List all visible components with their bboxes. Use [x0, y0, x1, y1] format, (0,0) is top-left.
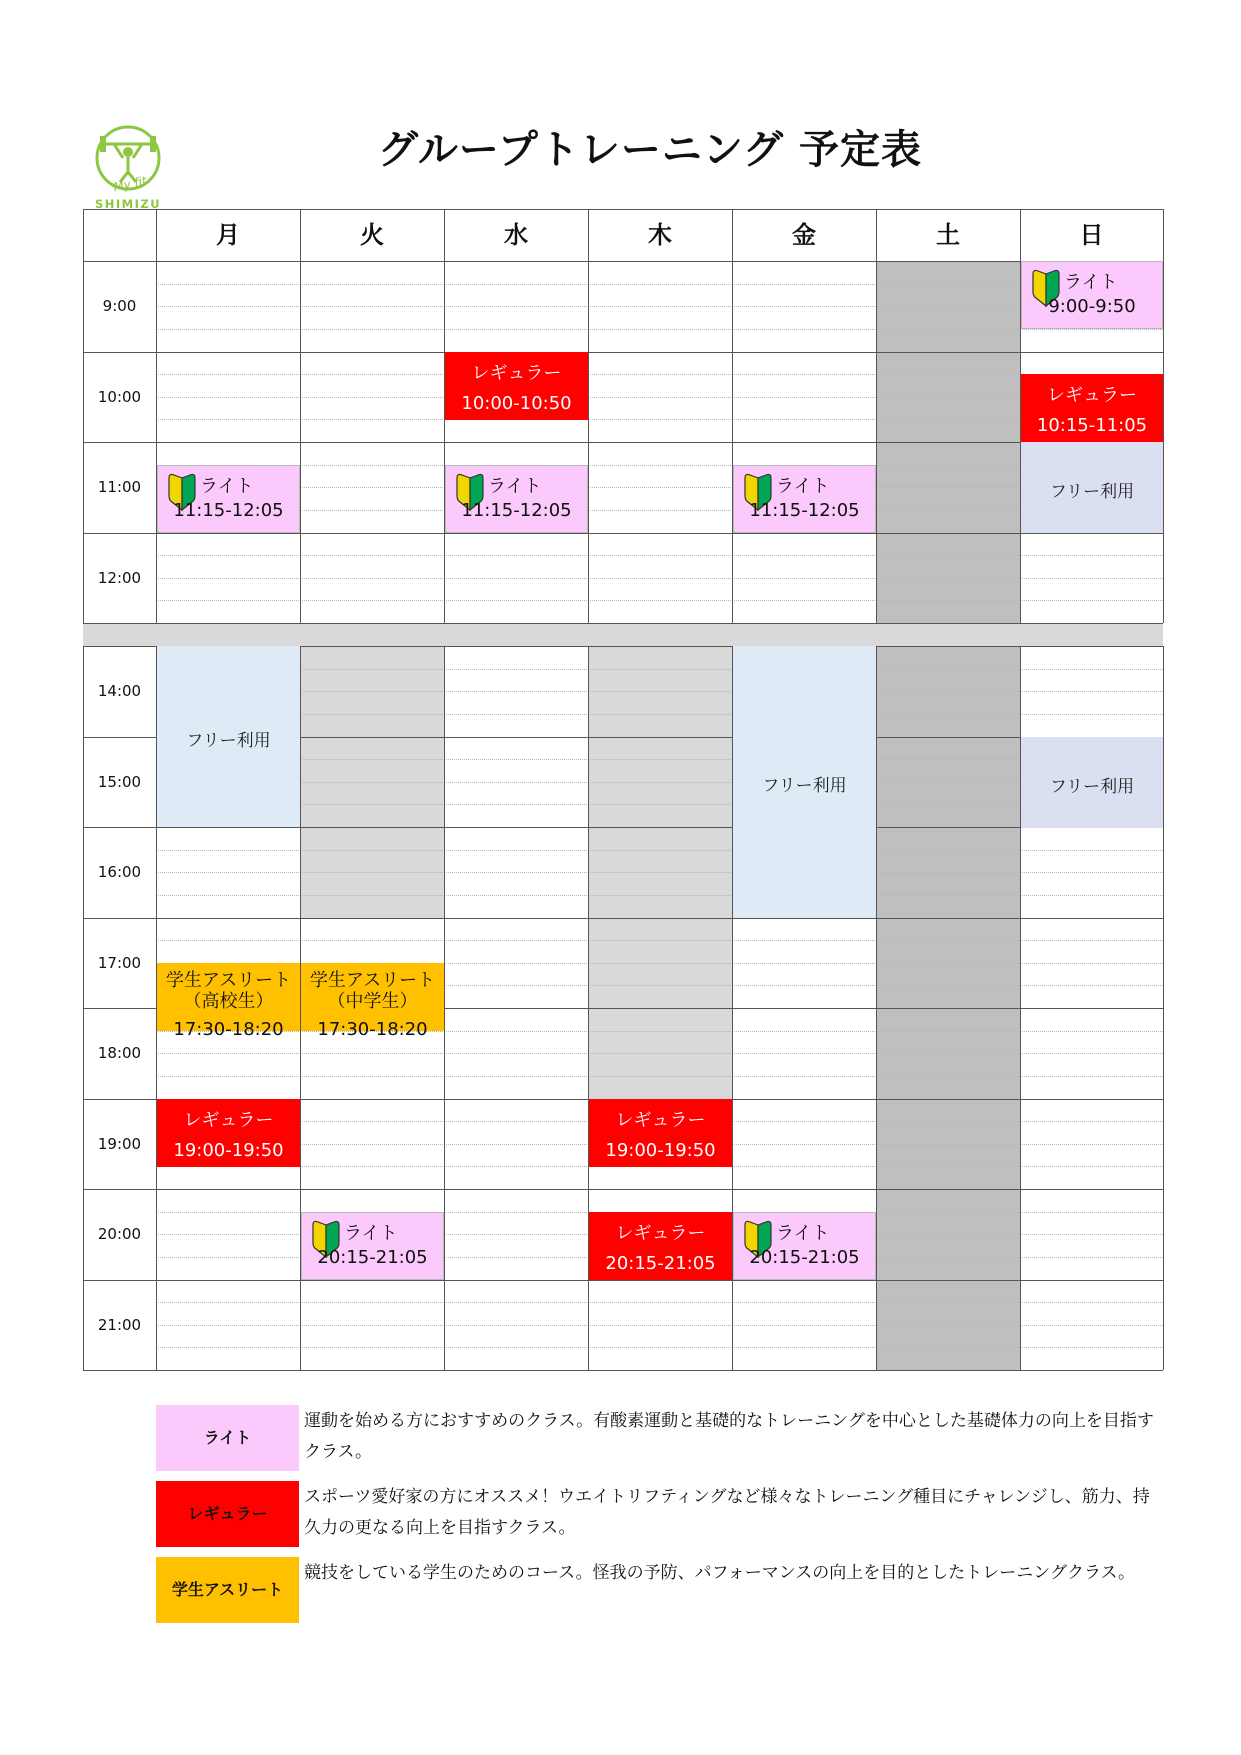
class-label: レギュラー: [471, 363, 562, 384]
class-time: 17:30-18:20: [317, 1019, 428, 1040]
class-time: 11:15-12:05: [749, 500, 860, 521]
hour-line: [83, 1280, 1163, 1281]
sub-line: [156, 487, 1163, 488]
class-time: 20:15-21:05: [749, 1247, 860, 1268]
time-label: 12:00: [97, 569, 142, 587]
class-time: 20:15-21:05: [317, 1247, 428, 1268]
sub-line: [156, 465, 1163, 466]
sub-line: [156, 850, 1163, 851]
sub-line: [156, 1302, 1163, 1303]
class-label: フリー利用: [762, 776, 847, 796]
legend-student-desc: 競技をしている学生のためのコース。怪我の予防、パフォーマンスの向上を目的としたトレーニングクラス。: [304, 1563, 1135, 1583]
time-label: 18:00: [97, 1044, 142, 1062]
class-label: ライト: [776, 476, 830, 497]
class-block-regular: [445, 352, 588, 420]
sub-line: [156, 397, 1163, 398]
sub-line: [156, 669, 1163, 670]
time-label: 17:00: [97, 954, 142, 972]
class-block-regular: [589, 1212, 732, 1280]
class-block-free: [733, 646, 876, 918]
sub-line: [156, 284, 1163, 285]
sub-line: [156, 578, 1163, 579]
class-block-regular: [589, 1099, 732, 1167]
col-line: [732, 209, 733, 623]
legend-light-desc: 運動を始める方におすすめのクラス。有酸素運動と基礎的なトレーニングを中心とした基礎体力の向上を目指すクラス。: [304, 1411, 1154, 1462]
class-time: 10:15-11:05: [1036, 415, 1148, 436]
sub-line: [156, 691, 1163, 692]
col-line: [588, 209, 589, 623]
class-label: レギュラー: [615, 1110, 706, 1131]
legend-regular-swatch: レギュラー: [156, 1481, 299, 1547]
sub-line: [156, 1076, 1163, 1077]
sub-line: [156, 872, 1163, 873]
hour-line: [83, 352, 1163, 353]
class-block-light: [301, 1212, 444, 1280]
class-label: ライト: [1064, 272, 1118, 293]
col-line: [83, 646, 84, 1370]
sub-line: [156, 1347, 1163, 1348]
lunch-gap-bar: [83, 623, 1163, 646]
day-header: 土: [936, 221, 960, 249]
time-label: 11:00: [97, 478, 142, 496]
sub-line: [156, 1325, 1163, 1326]
sub-line: [156, 555, 1163, 556]
class-block-free: [1021, 737, 1163, 828]
sub-line: [156, 306, 1163, 307]
logo-brand-text: My fit: [112, 173, 148, 195]
class-time: 9:00-9:50: [1048, 296, 1136, 317]
class-label: ライト: [200, 476, 254, 497]
col-line: [1163, 646, 1164, 1370]
sub-line: [156, 1053, 1163, 1054]
day-header: 火: [360, 221, 384, 249]
col-line: [1163, 209, 1164, 623]
time-label: 20:00: [97, 1225, 142, 1243]
col-line: [83, 209, 84, 623]
class-label: フリー利用: [1049, 777, 1135, 797]
class-sublabel: （中学生）: [327, 991, 418, 1012]
day-header: 日: [1079, 221, 1104, 249]
hour-line: [83, 827, 1163, 828]
col-line: [300, 209, 301, 623]
time-label: 16:00: [97, 863, 142, 881]
class-label: ライト: [488, 476, 542, 497]
sub-line: [156, 329, 1163, 330]
sub-line: [156, 940, 1163, 941]
class-label: フリー利用: [186, 731, 271, 751]
class-block-light: [1021, 261, 1163, 329]
col-line: [876, 209, 877, 623]
sub-line: [156, 374, 1163, 375]
day-header: 木: [648, 221, 672, 249]
class-label: レギュラー: [183, 1110, 274, 1131]
header-bottom-line: [83, 261, 1163, 262]
class-block-light: [733, 465, 876, 533]
class-block-regular: [1021, 374, 1163, 442]
class-time: 11:15-12:05: [173, 500, 284, 521]
class-label: レギュラー: [1047, 385, 1137, 406]
class-time: 11:15-12:05: [461, 500, 572, 521]
time-label: 19:00: [97, 1135, 142, 1153]
class-block-free: [1021, 442, 1163, 533]
col-line: [876, 646, 877, 1370]
page-title: グループトレーニング 予定表: [378, 127, 922, 173]
legend-student-swatch: 学生アスリート: [156, 1557, 299, 1623]
logo-location-text: SHIMIZU: [94, 197, 162, 210]
class-time: 19:00-19:50: [605, 1140, 716, 1161]
day-header: 水: [504, 221, 528, 249]
class-label: ライト: [344, 1223, 398, 1244]
class-label: 学生アスリート: [165, 970, 292, 991]
class-label: レギュラー: [615, 1223, 706, 1244]
class-block-student: [157, 963, 300, 1040]
legend-light-swatch: ライト: [156, 1405, 299, 1471]
hour-line: [83, 442, 1163, 443]
class-block-student: [301, 963, 444, 1040]
class-block-light: [445, 465, 588, 533]
class-block-light: [733, 1212, 876, 1280]
sub-line: [156, 714, 1163, 715]
col-line: [444, 646, 445, 1370]
hour-line: [83, 623, 1163, 624]
class-time: 17:30-18:20: [173, 1019, 284, 1040]
class-time: 10:00-10:50: [461, 393, 572, 414]
sub-line: [156, 510, 1163, 511]
class-label: 学生アスリート: [309, 970, 436, 991]
day-header: 金: [792, 221, 816, 249]
time-label: 15:00: [97, 773, 142, 791]
legend-regular-desc: スポーツ愛好家の方にオススメ！ウエイトリフティングなど様々なトレーニング種目にチャレンジし、筋力、持久力の更なる向上を目指すクラス。: [304, 1487, 1150, 1538]
hour-line: [83, 533, 1163, 534]
col-line: [156, 209, 157, 623]
time-label: 9:00: [102, 297, 137, 315]
sub-line: [156, 804, 1163, 805]
class-time: 20:15-21:05: [605, 1253, 716, 1274]
hour-line: [83, 918, 1163, 919]
time-label: 10:00: [97, 388, 142, 406]
class-block-light: [157, 465, 300, 533]
day-header: 月: [216, 221, 240, 249]
class-time: 19:00-19:50: [173, 1140, 284, 1161]
class-label: フリー利用: [1049, 482, 1135, 502]
class-sublabel: （高校生）: [183, 991, 274, 1012]
time-label: 14:00: [97, 682, 142, 700]
class-block-regular: [157, 1099, 300, 1167]
sub-line: [156, 895, 1163, 896]
class-label: ライト: [776, 1223, 830, 1244]
time-label: 21:00: [97, 1316, 142, 1334]
sub-line: [156, 782, 1163, 783]
sub-line: [156, 759, 1163, 760]
hour-line: [83, 1189, 1163, 1190]
sub-line: [156, 600, 1163, 601]
hour-line: [83, 1370, 1163, 1371]
class-block-free: [157, 646, 300, 827]
sub-line: [156, 419, 1163, 420]
